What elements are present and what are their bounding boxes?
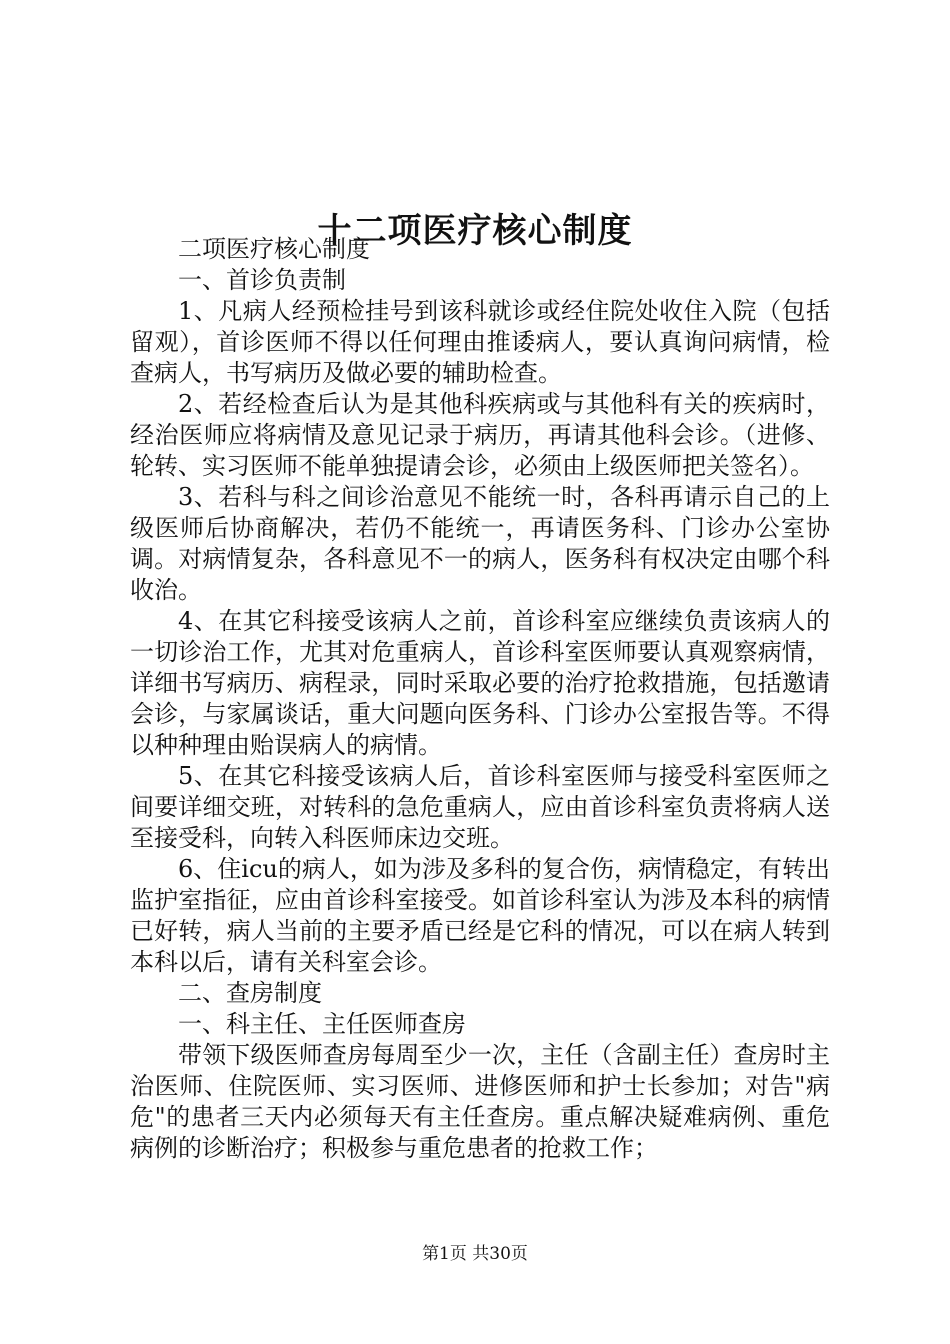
paragraph-item-4: 4、在其它科接受该病人之前，首诊科室应继续负责该病人的一切诊治工作，尤其对危重病人，首诊科室医师要认真观察病情，详细书写病历、病程录，同时采取必要的治疗抢救措施，包括邀请会诊，与家属谈话，重大问题向医务科、门诊办公室报告等。不得以种种理由贻误病人的病情。 xyxy=(130,607,830,759)
paragraph-item-3: 3、若科与科之间诊治意见不能统一时，各科再请示自己的上级医师后协商解决，若仍不能统一，再请医务科、门诊办公室协调。对病情复杂，各科意见不一的病人，医务科有权决定由哪个科收治。 xyxy=(130,483,830,604)
paragraph-item-6: 6、住icu的病人，如为涉及多科的复合伤，病情稳定，有转出监护室指征，应由首诊科室接受。如首诊科室认为涉及本科的病情已好转，病人当前的主要矛盾已经是它科的情况，可以在病人转到本科以后，请有关科室会诊。 xyxy=(130,855,830,976)
document-body xyxy=(130,234,830,1164)
page-footer: 第1页 共30页 xyxy=(422,1244,528,1264)
paragraph-director-rounds: 带领下级医师查房每周至少一次，主任（含副主任）查房时主治医师、住院医师、实习医师、进修医师和护士长参加；对告"病危"的患者三天内必须每天有主任查房。重点解决疑难病例、重危病例的诊断治疗；积极参与重危患者的抢救工作； xyxy=(130,1041,830,1162)
section-heading-first-visit: 一、首诊负责制 xyxy=(178,266,346,294)
paragraph-item-5: 5、在其它科接受该病人后，首诊科室医师与接受科室医师之间要详细交班，对转科的急危重病人，应由首诊科室负责将病人送至接受科，向转入科医师床边交班。 xyxy=(130,762,830,852)
document-title: 十二项医疗核心制度 xyxy=(317,210,633,251)
paragraph-item-2: 2、若经检查后认为是其他科疾病或与其他科有关的疾病时，经治医师应将病情及意见记录于病历，再请其他科会诊。（进修、轮转、实习医师不能单独提请会诊，必须由上级医师把关签名）。 xyxy=(130,390,830,480)
subsection-heading-director-rounds: 一、科主任、主任医师查房 xyxy=(178,1010,466,1038)
section-heading-ward-rounds: 二、查房制度 xyxy=(178,979,322,1007)
paragraph-subtitle: 二项医疗核心制度 xyxy=(178,235,370,263)
paragraph-item-1: 1、凡病人经预检挂号到该科就诊或经住院处收住入院（包括留观），首诊医师不得以任何理由推诿病人，要认真询问病情，检查病人，书写病历及做必要的辅助检查。 xyxy=(130,297,830,387)
